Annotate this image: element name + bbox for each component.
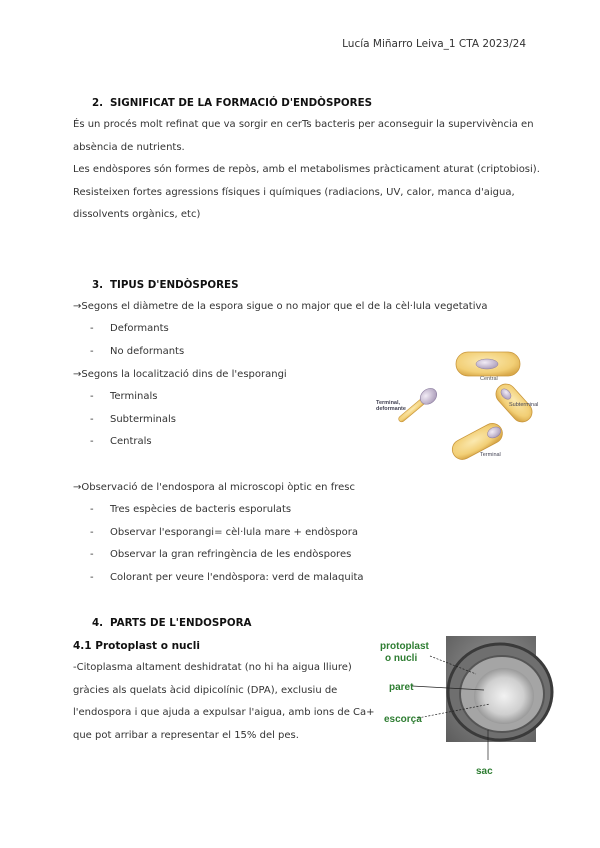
section-3-number: 3. [92,279,104,291]
section-2-title: SIGNIFICAT DE LA FORMACIÓ D'ENDÒSPORES [110,97,373,109]
label-protoplast: protoplast [380,641,429,652]
section-4-number: 4. [92,617,104,629]
paragraph-line: absència de nutrients. [73,141,185,153]
endospore-types-figure [362,346,539,462]
paragraph-line: Les endòspores són formes de repòs, amb el metabolismes pràcticament aturat (criptobiosi). [73,164,540,175]
list-item: - Tres espècies de bacteris esporulats [90,504,292,515]
section-2-number: 2. [92,97,104,109]
label-sac: sac [476,766,493,777]
list-item: - Observar la gran refringència de les endòspores [90,549,352,560]
label-nucli: o nucli [385,653,418,664]
paragraph-line: És un procés molt refinat que va sorgir en cerTs bacteris per aconseguir la supervivència en [73,119,534,130]
endospore-micrograph-figure [372,634,540,782]
section-4-title: PARTS DE L'ENDOSPORA [110,617,252,629]
section-2-heading [92,97,372,109]
list-item: - Observar l'esporangi= cèl·lula mare + endòspora [90,527,358,538]
label-terminal: Terminal [480,452,501,458]
label-terminal-deformant-2: deformante [376,406,406,412]
list-item: - Centrals [90,436,152,447]
section-4-body [73,657,375,747]
list-item: - Colorant per veure l'endòspora: verd de malaquita [90,572,364,583]
section-4-heading [92,617,252,629]
section-3-title: TIPUS D'ENDÒSPORES [110,279,239,291]
label-paret: paret [389,682,414,693]
paragraph-line: l'endospora i que ajuda a expulsar l'aigua, amb ions de Ca+ [73,707,375,718]
paragraph-line: Resisteixen fortes agressions físiques i químiques (radiacions, UV, calor, manca d'aigua, [73,186,515,198]
central-cell [456,352,520,376]
label-central: Central [480,376,498,382]
arrow-line-location: →Segons la localització dins de l'esporangi [73,369,287,380]
list-item: - Deformants [90,323,169,334]
paragraph-line: gràcies als quelats àcid dipicolínic (DPA), exclusiu de [73,684,338,696]
subsection-4-1-title: 4.1 Protoplast o nucli [73,640,200,652]
label-subterminal: Subterminal [509,402,539,408]
label-escorca: escorça [384,714,422,725]
list-item: - Subterminals [90,414,177,425]
list-item: - No deformants [90,346,185,357]
paragraph-line: dissolvents orgànics, etc) [73,209,201,220]
section-2-body [73,114,540,227]
arrow-line-diameter: →Segons el diàmetre de la espora sigue o no major que el de la cèl·lula vegetativa [73,301,488,312]
arrow-line-observation: →Observació de l'endospora al microscopi òptic en fresc [73,482,355,493]
page-header: Lucía Miñarro Leiva_1 CTA 2023/24 [342,38,526,50]
paragraph-line: -Citoplasma altament deshidratat (no hi ha aigua lliure) [73,662,352,673]
section-3-heading [92,279,239,291]
label-terminal-deformant-1: Terminal, [376,400,401,406]
paragraph-line: que pot arribar a representar el 15% del pes. [73,729,299,741]
list-item: - Terminals [90,391,158,402]
